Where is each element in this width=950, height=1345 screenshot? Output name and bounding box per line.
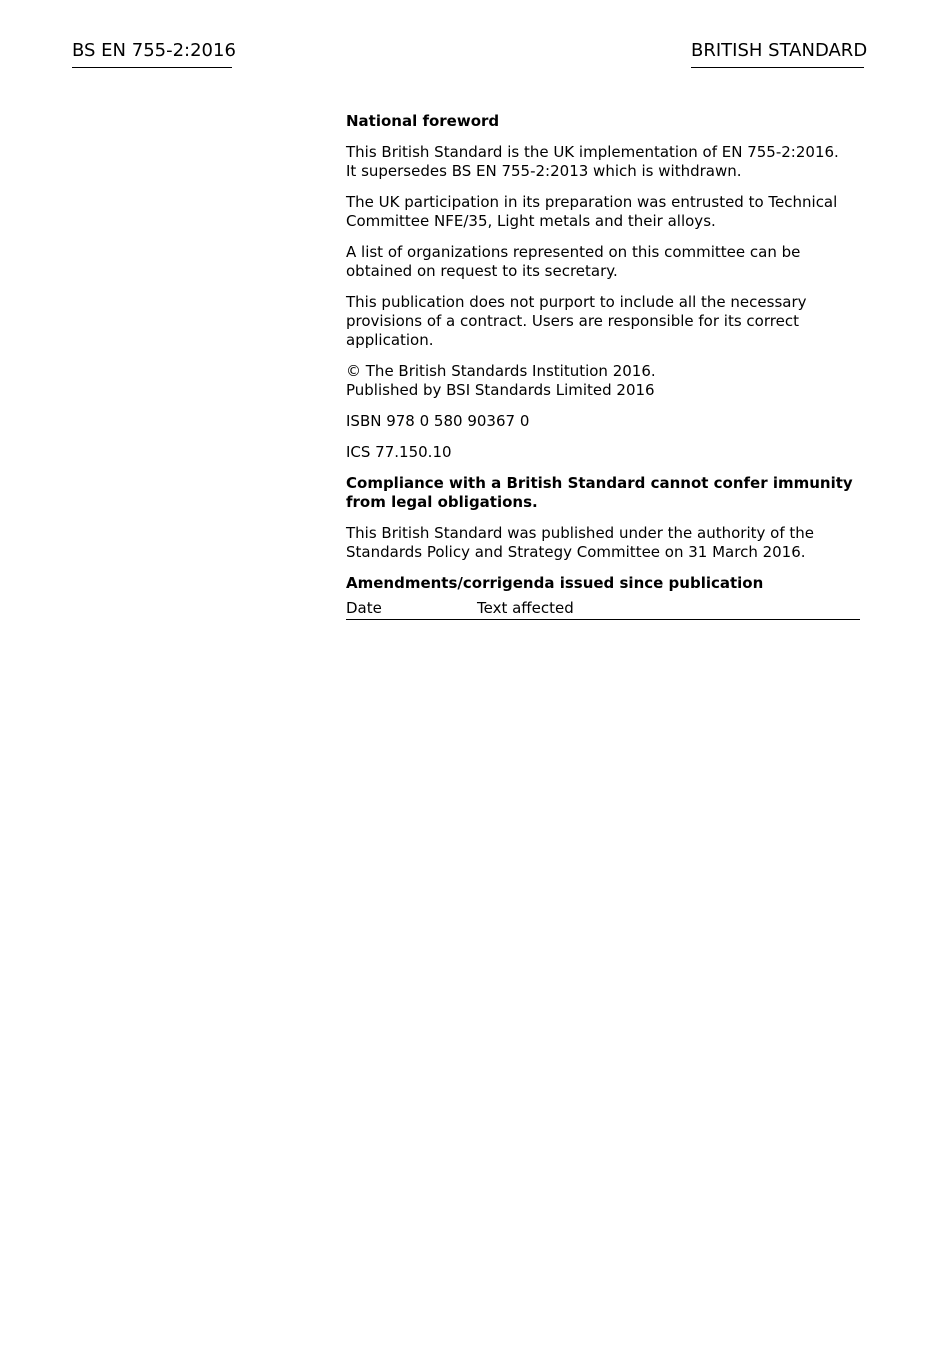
authority-statement: This British Standard was published under the authority of the Standards Policy and Strategy Committee on 31 March 2016.: [346, 524, 815, 561]
amendments-table: [346, 599, 860, 620]
amendments-column-text-affected: Text affected: [477, 599, 860, 620]
amendments-title: Amendments/corrigenda issued since publication: [346, 574, 764, 592]
isbn: ISBN 978 0 580 90367 0: [346, 412, 530, 430]
supersedes-line: It supersedes BS EN 755-2:2013 which is withdrawn.: [346, 162, 742, 180]
copyright-block: [346, 362, 860, 400]
header-series: BRITISH STANDARD: [691, 40, 864, 68]
compliance-statement: Compliance with a British Standard cannot confer immunity from legal obligations.: [346, 474, 853, 511]
foreword-column: [346, 112, 860, 620]
foreword-title: National foreword: [346, 112, 500, 130]
implementation-line: This British Standard is the UK implementation of EN 755-2:2016.: [346, 143, 839, 161]
foreword-paragraph-contract: This publication does not purport to include all the necessary provisions of a contract. Users are responsible for its correct application.: [346, 293, 807, 349]
publisher-line: Published by BSI Standards Limited 2016: [346, 381, 655, 399]
copyright-line: © The British Standards Institution 2016.: [346, 362, 656, 380]
ics: ICS 77.150.10: [346, 443, 452, 461]
foreword-paragraph-committee: The UK participation in its preparation was entrusted to Technical Committee NFE/35, Light metals and their alloys.: [346, 193, 838, 230]
foreword-paragraph-organizations: A list of organizations represented on this committee can be obtained on request to its secretary.: [346, 243, 801, 280]
header-doc-id: BS EN 755-2:2016: [72, 40, 232, 68]
amendments-column-date: Date: [346, 599, 477, 620]
foreword-paragraph-implementation: [346, 143, 860, 181]
amendments-header-row: [346, 599, 860, 620]
